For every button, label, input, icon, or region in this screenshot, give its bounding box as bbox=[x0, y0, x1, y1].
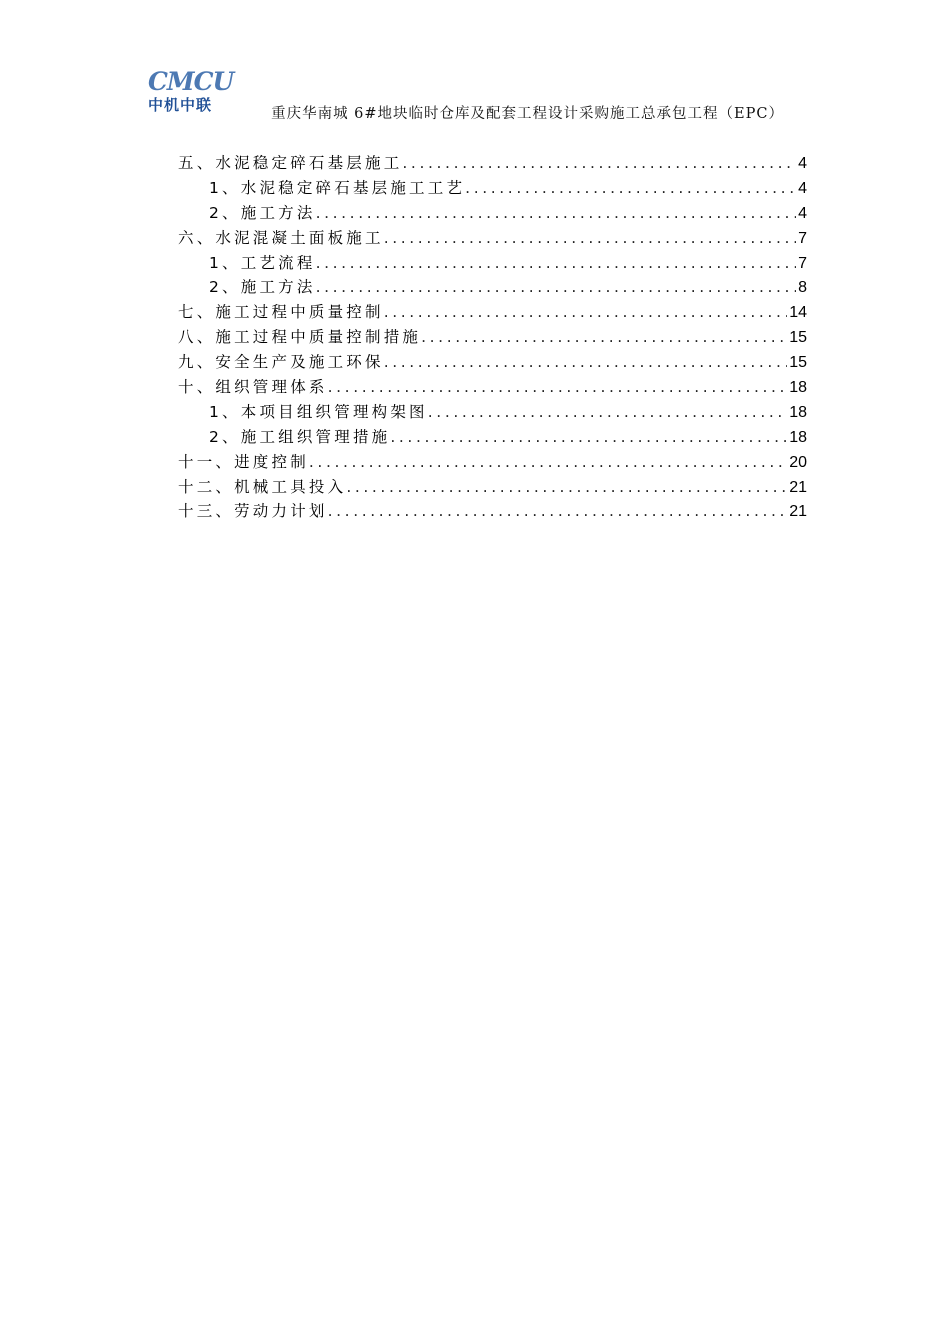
toc-entry-page: 8 bbox=[798, 279, 807, 297]
toc-entry-label: 五、水泥稳定碎石基层施工 bbox=[178, 154, 403, 172]
toc-entry[interactable] bbox=[178, 251, 807, 276]
toc-entry[interactable] bbox=[178, 176, 807, 201]
toc-entry[interactable] bbox=[178, 499, 807, 524]
toc-entry-page: 15 bbox=[789, 354, 807, 372]
toc-entry-page: 4 bbox=[798, 179, 807, 197]
toc-entry-label: 1、工艺流程 bbox=[209, 253, 316, 272]
toc-leader-dots bbox=[316, 275, 797, 300]
toc-leader-dots bbox=[316, 201, 797, 226]
toc-leader-dots bbox=[309, 450, 787, 475]
toc-entry-page: 4 bbox=[798, 155, 807, 172]
toc-entry-label: 十、组织管理体系 bbox=[178, 378, 328, 397]
toc-entry[interactable] bbox=[178, 375, 807, 400]
toc-entry[interactable] bbox=[178, 151, 807, 176]
toc-leader-dots bbox=[384, 350, 788, 375]
toc-entry-page: 18 bbox=[789, 403, 807, 421]
toc-entry-page: 18 bbox=[789, 428, 807, 446]
toc-leader-dots bbox=[428, 400, 787, 425]
toc-entry-page: 14 bbox=[789, 304, 807, 322]
toc-entry[interactable] bbox=[178, 226, 807, 251]
toc-entry[interactable] bbox=[178, 300, 807, 325]
table-of-contents bbox=[178, 151, 807, 524]
toc-entry[interactable] bbox=[178, 325, 807, 350]
toc-entry-label: 2、施工组织管理措施 bbox=[209, 427, 391, 446]
toc-entry-label: 2、施工方法 bbox=[209, 203, 316, 222]
toc-entry[interactable] bbox=[178, 201, 807, 226]
toc-entry-page: 18 bbox=[789, 379, 807, 397]
logo-latin-text: CMCU bbox=[148, 67, 234, 96]
toc-entry-label: 1、本项目组织管理构架图 bbox=[209, 402, 428, 421]
toc-leader-dots bbox=[328, 499, 788, 524]
toc-entry-page: 15 bbox=[789, 329, 807, 347]
toc-leader-dots bbox=[328, 375, 788, 400]
toc-entry-label: 1、水泥稳定碎石基层施工工艺 bbox=[209, 178, 466, 197]
toc-leader-dots bbox=[465, 176, 796, 201]
toc-leader-dots bbox=[402, 151, 796, 176]
toc-leader-dots bbox=[316, 251, 797, 276]
toc-leader-dots bbox=[390, 425, 787, 450]
toc-leader-dots bbox=[421, 325, 787, 350]
toc-entry[interactable] bbox=[178, 275, 807, 300]
toc-entry[interactable] bbox=[178, 450, 807, 475]
toc-entry-label: 2、施工方法 bbox=[209, 278, 316, 297]
toc-entry[interactable] bbox=[178, 350, 807, 375]
page-header-title: 重庆华南城 6#地块临时仓库及配套工程设计采购施工总承包工程（EPC） bbox=[271, 106, 784, 122]
toc-entry-page: 21 bbox=[789, 478, 807, 496]
logo-cjk-text: 中机中联 bbox=[148, 96, 213, 114]
toc-leader-dots bbox=[384, 300, 788, 325]
toc-entry-page: 7 bbox=[798, 254, 807, 272]
toc-entry-label: 十一、进度控制 bbox=[178, 452, 309, 471]
toc-entry-page: 7 bbox=[798, 229, 807, 247]
company-logo bbox=[148, 68, 232, 118]
toc-entry-label: 八、施工过程中质量控制措施 bbox=[178, 328, 422, 347]
toc-entry-page: 4 bbox=[798, 204, 807, 222]
toc-entry-label: 七、施工过程中质量控制 bbox=[178, 303, 384, 322]
toc-entry-label: 十三、劳动力计划 bbox=[178, 502, 328, 521]
toc-entry-page: 21 bbox=[789, 503, 807, 521]
toc-entry-page: 20 bbox=[789, 453, 807, 471]
toc-entry[interactable] bbox=[178, 400, 807, 425]
toc-entry-label: 十二、机械工具投入 bbox=[178, 477, 347, 496]
toc-leader-dots bbox=[346, 475, 787, 500]
toc-entry[interactable] bbox=[178, 425, 807, 450]
toc-entry[interactable] bbox=[178, 475, 807, 500]
toc-leader-dots bbox=[384, 226, 796, 251]
toc-entry-label: 六、水泥混凝土面板施工 bbox=[178, 228, 384, 247]
toc-entry-label: 九、安全生产及施工环保 bbox=[178, 353, 384, 372]
